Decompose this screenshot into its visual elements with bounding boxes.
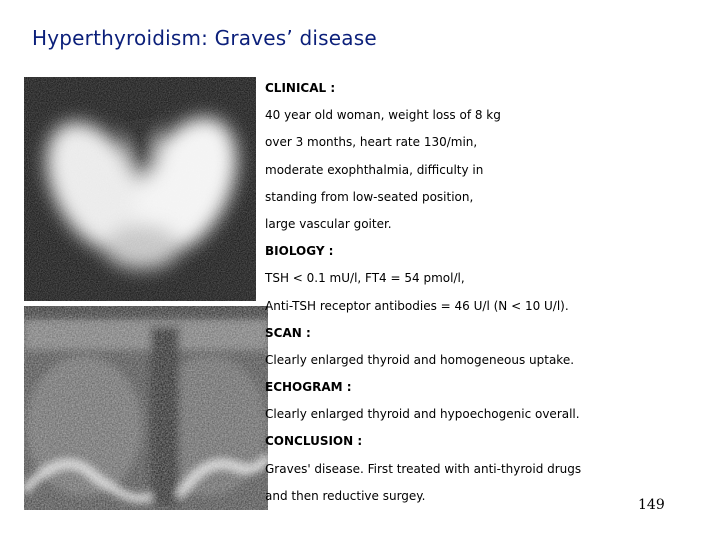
- thyroid-echogram-image: [24, 306, 268, 510]
- scan-line: Clearly enlarged thyroid and homogeneous uptake.: [265, 352, 575, 367]
- conclusion-heading: CONCLUSION :: [265, 434, 363, 449]
- echogram-heading: ECHOGRAM :: [265, 380, 352, 395]
- clinical-line: large vascular goiter.: [265, 216, 392, 231]
- clinical-line: over 3 months, heart rate 130/min,: [265, 135, 478, 150]
- page-number: 149: [638, 497, 665, 513]
- biology-line: Anti-TSH receptor antibodies = 46 U/l (N < 10 U/l).: [265, 298, 569, 313]
- conclusion-line: and then reductive surgey.: [265, 488, 426, 503]
- case-description: [265, 80, 655, 515]
- slide-title: Hyperthyroidism: Graves’ disease: [32, 26, 377, 50]
- clinical-line: standing from low-seated position,: [265, 189, 474, 204]
- conclusion-line: Graves' disease. First treated with anti-thyroid drugs: [265, 461, 582, 476]
- biology-heading: BIOLOGY :: [265, 244, 334, 259]
- clinical-heading: CLINICAL :: [265, 81, 336, 95]
- clinical-line: 40 year old woman, weight loss of 8 kg: [265, 108, 501, 123]
- scan-heading: SCAN :: [265, 325, 311, 340]
- thyroid-scintigraphy-image: [24, 77, 256, 301]
- biology-line: TSH < 0.1 mU/l, FT4 = 54 pmol/l,: [265, 271, 465, 286]
- clinical-line: moderate exophthalmia, difficulty in: [265, 162, 484, 177]
- echogram-line: Clearly enlarged thyroid and hypoechogenic overall.: [265, 407, 580, 422]
